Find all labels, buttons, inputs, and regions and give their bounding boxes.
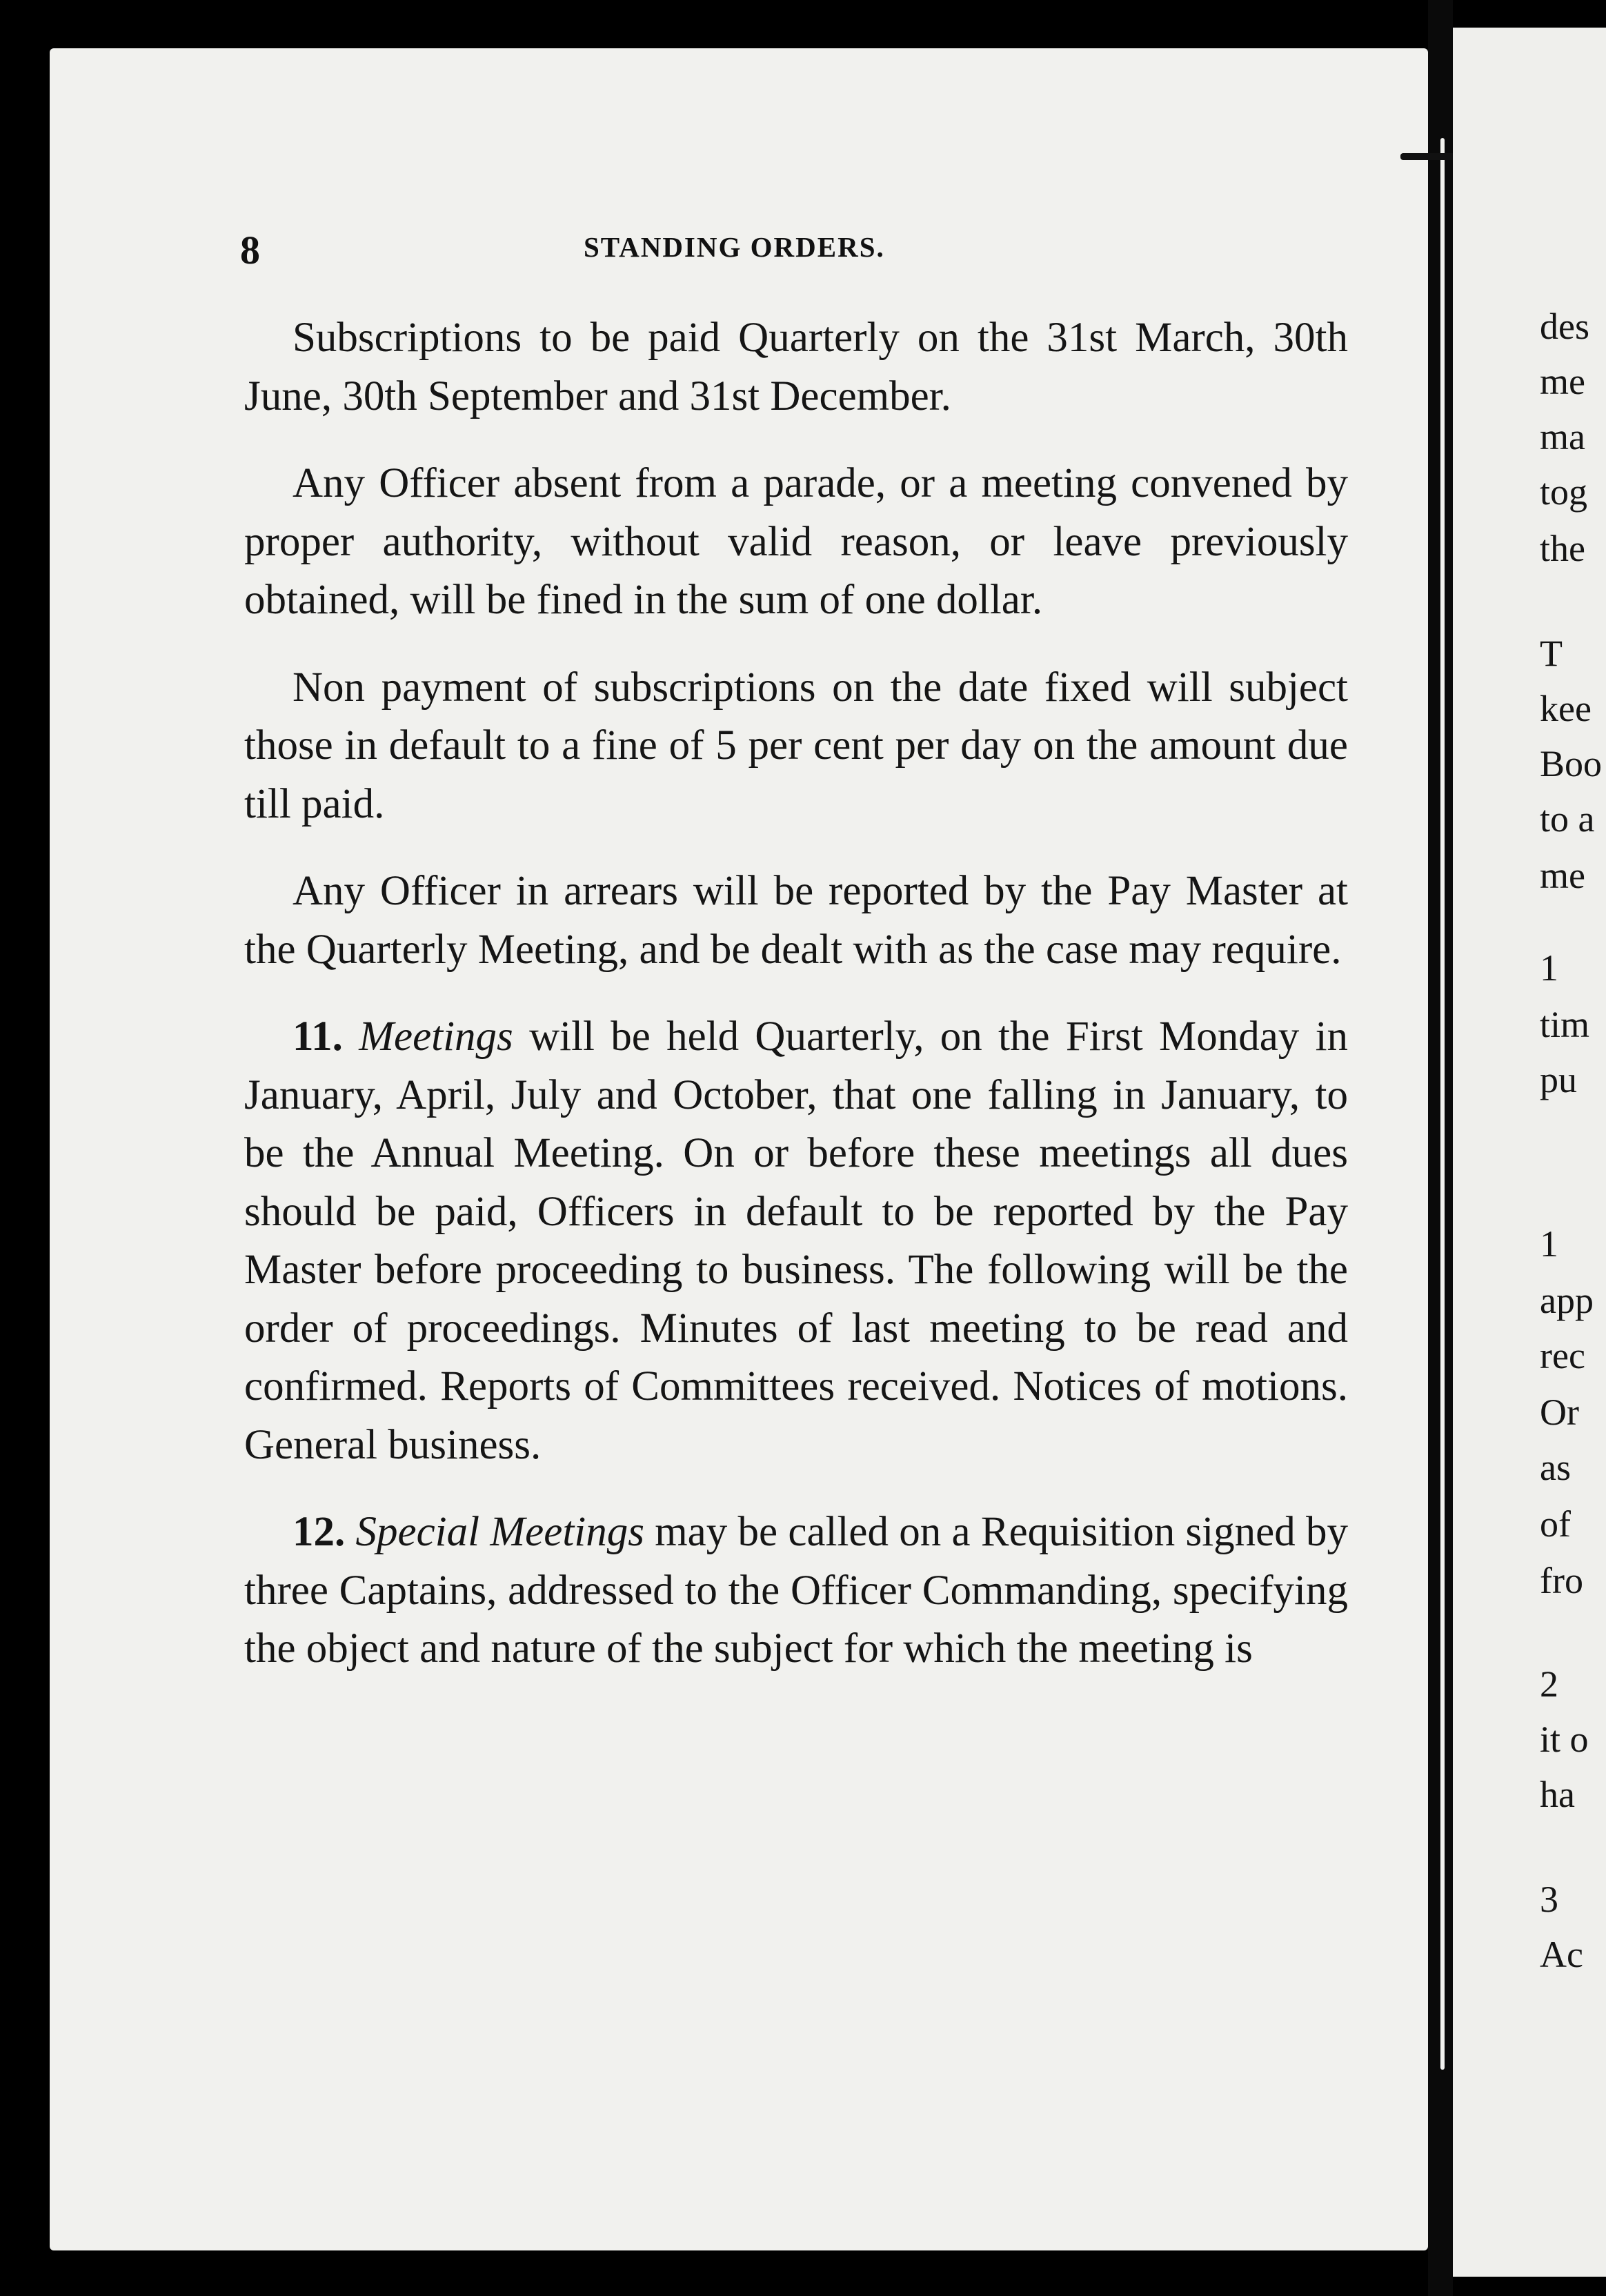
right-page-line-fragment: Boo [1540, 743, 1603, 784]
right-page-line-fragment: as [1540, 1447, 1571, 1488]
order-side-title: Meetings [359, 1013, 513, 1060]
right-page-line-fragment: 1 [1540, 947, 1558, 989]
paragraph-text: Any Officer absent from a parade, or a meeting convened by proper authority, without valid reason, or leave previously obtained, will be fined in the sum of one dollar. [244, 460, 1348, 623]
paragraph-text: Any Officer in arrears will be reported by the Pay Master at the Quarterly Meeting, and be dealt with as the case may require. [244, 868, 1348, 973]
right-page-line-fragment: it o [1540, 1719, 1589, 1760]
page-body-text [244, 309, 1348, 1708]
paragraph-arrears [244, 862, 1348, 979]
right-page-line-fragment: ma [1540, 416, 1585, 457]
paragraph-text: Subscriptions to be paid Quarterly on the 31st March, 30th June, 30th September and 31st December. [244, 315, 1348, 419]
right-page-line-fragment: of [1540, 1503, 1571, 1545]
right-page-line-fragment: kee [1540, 688, 1592, 729]
paragraph-text: Non payment of subscriptions on the date fixed will subject those in default to a fine of 5 per cent per day on the amount due till paid. [244, 664, 1348, 827]
right-page-line-fragment: the [1540, 528, 1585, 569]
page-number: 8 [240, 228, 260, 273]
right-page-line-fragment: tim [1540, 1004, 1590, 1045]
running-head: STANDING ORDERS. [584, 231, 885, 263]
right-page-line-fragment: 3 [1540, 1879, 1558, 1920]
paragraph-text: will be held Quarterly, on the First Monday in January, April, July and October, that one falling in January, to be the Annual Meeting. On or before these meetings all dues should be paid, Officers in default to be reported by the Pay Master before proceeding to business. The following will be the order of proceedings. Minutes of last meeting to be read and confirmed. Reports of Committees received. Notices of motions. General business. [244, 1013, 1349, 1468]
binding-thread [1440, 138, 1445, 2070]
paragraph-absence-fine [244, 455, 1348, 630]
order-11-meetings [244, 1008, 1348, 1474]
order-number: 12. [293, 1509, 346, 1555]
right-page-line-fragment: fro [1540, 1560, 1583, 1601]
right-page-line-fragment: 2 [1540, 1663, 1558, 1705]
right-page-line-fragment: me [1540, 361, 1585, 402]
right-page-line-fragment: pu [1540, 1059, 1577, 1100]
right-page-line-fragment: Or [1540, 1392, 1579, 1433]
right-page-text-fragments [1540, 308, 1606, 2005]
right-page-line-fragment: me [1540, 855, 1585, 896]
paragraph-subscriptions [244, 309, 1348, 426]
order-side-title: Special Meetings [355, 1509, 644, 1555]
right-page-line-fragment: 1 [1540, 1223, 1558, 1265]
order-12-special-meetings [244, 1503, 1348, 1679]
paragraph-text: may be called on a Requisition signed by three Captains, addressed to the Officer Commanding, specifying the object and nature of the subject for which the meeting is [244, 1509, 1349, 1672]
right-page-line-fragment: T [1540, 633, 1563, 674]
right-page-line-fragment: ha [1540, 1774, 1575, 1815]
right-page-line-fragment: tog [1540, 471, 1588, 513]
right-page-line-fragment: rec [1540, 1335, 1585, 1376]
right-page-line-fragment: app [1540, 1280, 1594, 1321]
right-page-line-fragment: to a [1540, 798, 1595, 840]
paragraph-non-payment [244, 659, 1348, 834]
order-number: 11. [293, 1013, 343, 1060]
right-page-line-fragment: des [1540, 308, 1589, 347]
right-page-line-fragment: Ac [1540, 1934, 1583, 1975]
